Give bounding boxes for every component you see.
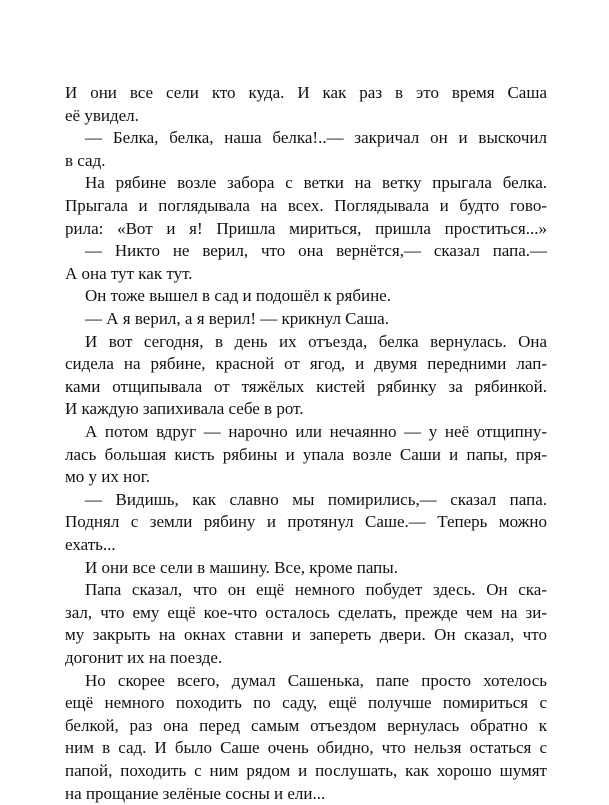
text-line: рила: «Вот и я! Пришла мириться, пришла проститься...»	[65, 218, 547, 238]
text-line: лась большая кисть рябины и упала возле Саши и папы, пря-	[65, 444, 547, 464]
text-line: — Никто не верил, что она вернётся,— сказал папа.—	[85, 241, 547, 261]
text-line: му закрыть на окнах ставни и запереть двери. Он сказал, что	[65, 625, 547, 645]
text-line: сидела на рябине, красной от ягод, и двумя передними лап-	[65, 354, 547, 374]
text-line: И вот сегодня, в день их отъезда, белка вернулась. Она	[85, 331, 547, 351]
text-line: ним в сад. И было Саше очень обидно, что нельзя остаться с	[65, 738, 547, 758]
text-line: ещё немного походить по саду, ещё получше помириться с	[65, 693, 547, 713]
text-line: на прощание зелёные сосны и ели...	[65, 783, 326, 803]
text-line: — А я верил, а я верил! — крикнул Саша.	[85, 309, 389, 328]
text-line: А она тут как тут.	[65, 263, 193, 283]
text-line: Поднял с земли рябину и протянул Саше.— Теперь можно	[65, 512, 547, 532]
text-line: ками отщипывала от тяжёлых кистей рябинку за рябинкой.	[65, 376, 547, 396]
text-line: На рябине возле забора с ветки на ветку прыгала белка.	[85, 173, 547, 193]
text-line: И они все сели в машину. Все, кроме папы.	[85, 557, 398, 577]
text-line: в сад.	[65, 150, 106, 170]
text-line: Папа сказал, что он ещё немного побудет здесь. Он ска-	[85, 580, 547, 600]
text-line: зал, что ему ещё кое-что осталось сделать, прежде чем на зи-	[65, 602, 547, 622]
text-line: — Видишь, как славно мы помирились,— сказал папа.	[85, 489, 547, 509]
text-line: её увидел.	[65, 105, 139, 125]
text-line: И каждую запихивала себе в рот.	[65, 399, 304, 419]
text-line: И они все сели кто куда. И как раз в это время Саша	[65, 83, 547, 102]
text-line: ехать...	[65, 535, 116, 554]
text-line: мо у их ног.	[65, 467, 151, 487]
text-line: Прыгала и поглядывала на всех. Поглядывала и будто гово-	[65, 196, 547, 215]
text-line: — Белка, белка, наша белка!..— закричал он и выскочил	[85, 128, 547, 148]
text-line: белкой, раз она перед самым отъездом вернулась обратно к	[65, 715, 547, 735]
text-line: Но скорее всего, думал Сашенька, папе просто хотелось	[85, 670, 547, 690]
text-line: Он тоже вышел в сад и подошёл к рябине.	[85, 286, 391, 306]
text-line: папой, походить с ним рядом и послушать, как хорошо шумят	[65, 761, 547, 780]
text-line: догонит их на поезде.	[65, 648, 223, 667]
text-line: А потом вдруг — нарочно или нечаянно — у неё отщипну-	[85, 422, 547, 441]
